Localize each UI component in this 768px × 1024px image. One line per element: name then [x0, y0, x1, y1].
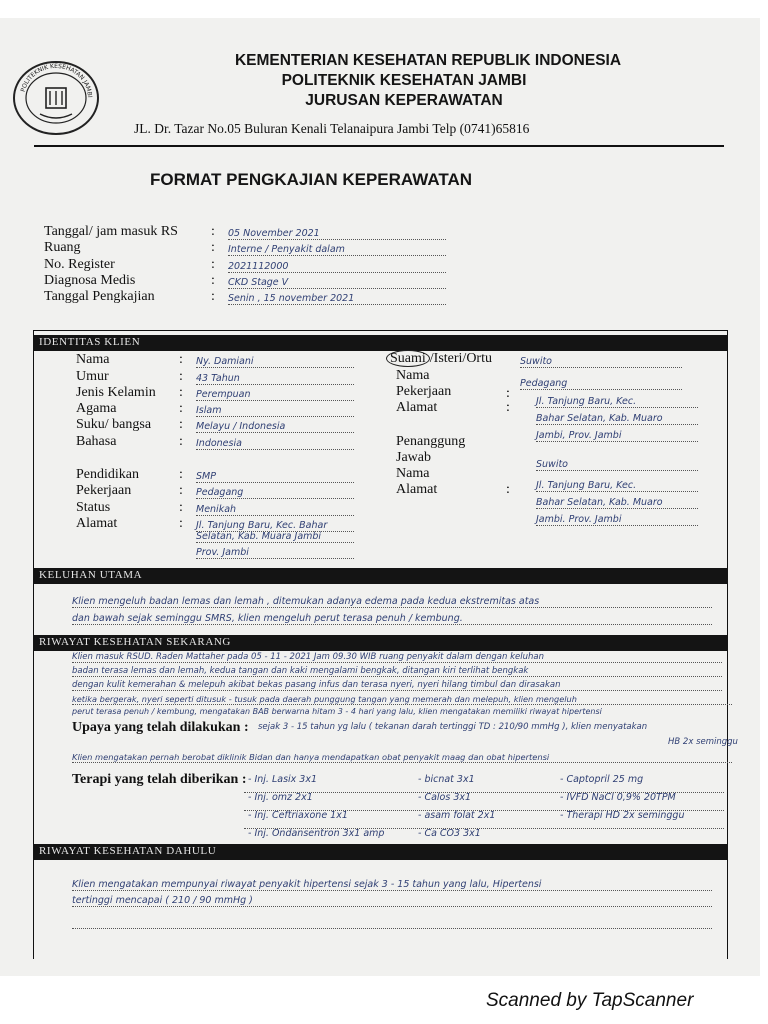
- therapy-column-3: [560, 774, 685, 828]
- assessment-date-label: Tanggal Pengkajian: [44, 289, 155, 304]
- client-name-label: Nama: [76, 352, 110, 367]
- spouse-heading-rest: /Isteri/Ortu: [429, 351, 492, 366]
- diagnosis-value: CKD Stage V: [228, 277, 446, 289]
- guarantor-address-line2: Bahar Selatan, Kab. Muaro: [536, 497, 698, 509]
- therapy-item: - Captopril 25 mg: [560, 774, 644, 785]
- history-now-line-3: dengan kulit kemerahan & melepuh akibat bekas pasang infus dan terasa nyeri, nyeri hilang timbul dan dirasakan: [72, 680, 722, 691]
- client-occupation-label: Pekerjaan: [76, 483, 132, 498]
- therapy-item: - Therapi HD 2x seminggu: [560, 810, 685, 821]
- client-gender-value: Perempuan: [196, 389, 354, 401]
- section-bar-riwayat-dahulu: [33, 844, 728, 860]
- department-heading: JURUSAN KEPERAWATAN: [305, 92, 503, 109]
- client-language-row: Bahasa : Indonesia: [76, 434, 354, 450]
- therapy-item: - Inj. Ceftriaxone 1x1: [248, 810, 348, 821]
- client-ethnicity-value: Melayu / Indonesia: [196, 421, 354, 433]
- room-row: Ruang : Interne / Penyakit dalam: [44, 240, 446, 256]
- guarantor-address-label: Alamat: [396, 482, 438, 497]
- client-address-line2: Selatan, Kab. Muara Jambi: [196, 531, 354, 543]
- client-religion-value: Islam: [196, 405, 354, 417]
- section-title-keluhan: KELUHAN UTAMA: [39, 569, 143, 581]
- client-gender-row: Jenis Kelamin : Perempuan: [76, 385, 354, 401]
- spouse-address-line1: Jl. Tanjung Baru, Kec.: [536, 396, 698, 408]
- history-now-line-4: ketika bergerak, nyeri seperti ditusuk - tusuk pada daerah punggung tangan yang memerah dan melepuh, klien mengeluh: [72, 694, 732, 705]
- history-now-line-6: sejak 3 - 15 tahun yg lalu ( tekanan darah tertinggi TD : 210/90 mmHg ), klien menyatakan: [258, 722, 648, 732]
- section-title-riwayat-dahulu: RIWAYAT KESEHATAN DAHULU: [39, 845, 217, 857]
- client-address-line3: Prov. Jambi: [196, 547, 354, 559]
- spouse-name-label: Nama: [396, 368, 430, 383]
- section-bar-riwayat-sekarang: [33, 635, 728, 651]
- client-name-row: Nama : Ny. Damiani: [76, 352, 354, 368]
- history-now-line-2: badan terasa lemas dan lemah, kedua tangan dan kaki mengalami bengkak, ditangan kiri terlihat bengkak: [72, 666, 722, 677]
- client-address-label: Alamat: [76, 516, 118, 531]
- register-row: No. Register : 2021112000: [44, 257, 446, 273]
- therapy-item: - Inj. Lasix 3x1: [248, 774, 318, 785]
- guarantor-address-line1: Jl. Tanjung Baru, Kec.: [536, 480, 698, 492]
- therapy-label: Terapi yang telah diberikan :: [72, 772, 247, 787]
- client-religion-label: Agama: [76, 401, 117, 416]
- therapy-item: - Calos 3x1: [418, 792, 472, 803]
- guarantor-heading-2: Jawab: [396, 450, 431, 465]
- room-value: Interne / Penyakit dalam: [228, 244, 446, 256]
- therapy-item: - asam folat 2x1: [418, 810, 496, 821]
- form-title: FORMAT PENGKAJIAN KEPERAWATAN: [150, 170, 473, 189]
- client-language-value: Indonesia: [196, 438, 354, 450]
- guarantor-address-line3: Jambi. Prov. Jambi: [536, 514, 698, 526]
- client-occupation-row: Pekerjaan : Pedagang: [76, 483, 354, 499]
- assessment-date-row: Tanggal Pengkajian : Senin , 15 november 2021: [44, 289, 446, 305]
- spouse-heading: [386, 351, 492, 367]
- past-history-line-1: Klien mengatakan mempunyai riwayat penyakit hipertensi sejak 3 - 15 tahun yang lalu, Hipertensi: [72, 879, 712, 891]
- efforts-label: Upaya yang telah dilakukan :: [72, 720, 249, 735]
- client-education-value: SMP: [196, 471, 354, 483]
- spouse-address-line2: Bahar Selatan, Kab. Muaro: [536, 413, 698, 425]
- admission-date-row: Tanggal/ jam masuk RS : 05 November 2021: [44, 224, 446, 240]
- client-education-row: Pendidikan : SMP: [76, 467, 354, 483]
- spouse-heading-circled: Suami: [386, 350, 430, 367]
- efforts-value: Klien mengatakan pernah berobat diklinik Bidan dan hanya mendapatkan obat penyakit maag dan obat hipertensi: [72, 752, 732, 763]
- complaint-line-2: dan bawah sejak seminggu SMRS, klien mengeluh perut terasa penuh / kembung.: [72, 613, 712, 625]
- section-bar-keluhan: [33, 568, 728, 584]
- guarantor-name-value: Suwito: [536, 459, 698, 471]
- client-ethnicity-row: Suku/ bangsa : Melayu / Indonesia: [76, 417, 354, 433]
- register-value: 2021112000: [228, 261, 446, 273]
- assessment-date-value: Senin , 15 november 2021: [228, 293, 446, 305]
- room-label: Ruang: [44, 240, 81, 255]
- admission-date-value: 05 November 2021: [228, 228, 446, 240]
- client-gender-label: Jenis Kelamin: [76, 385, 156, 400]
- header-divider: [34, 145, 724, 147]
- history-now-line-1: Klien masuk RSUD. Raden Mattaher pada 05 - 11 - 2021 Jam 09.30 WIB ruang penyakit dalam dengan keluhan: [72, 652, 722, 663]
- spouse-name-value: Suwito: [520, 356, 682, 368]
- client-occupation-value: Pedagang: [196, 487, 354, 499]
- past-history-line-2: tertinggi mencapai ( 210 / 90 mmHg ): [72, 895, 712, 907]
- client-age-row: Umur : 43 Tahun: [76, 369, 354, 385]
- complaint-line-1: Klien mengeluh badan lemas dan lemah , ditemukan adanya edema pada kedua ekstremitas atas: [72, 596, 712, 608]
- spouse-occupation-value: Pedagang: [520, 378, 682, 390]
- institution-heading: POLITEKNIK KESEHATAN JAMBI: [281, 72, 527, 89]
- client-address-row: Alamat : Jl. Tanjung Baru, Kec. Bahar: [76, 516, 354, 532]
- history-now-line-7: HB 2x seminggu: [668, 737, 738, 747]
- spouse-occupation-label: Pekerjaan: [396, 384, 452, 399]
- history-now-line-5: perut terasa penuh / kembung, mengatakan BAB berwarna hitam 3 - 4 hari yang lalu, klien mengatakan memiliki riwayat hipertensi: [72, 707, 602, 716]
- client-age-label: Umur: [76, 369, 109, 384]
- client-religion-row: Agama : Islam: [76, 401, 354, 417]
- institution-address: JL. Dr. Tazar No.05 Buluran Kenali Telanaipura Jambi Telp (0741)65816: [134, 121, 530, 136]
- client-education-label: Pendidikan: [76, 467, 139, 482]
- admission-date-label: Tanggal/ jam masuk RS: [44, 224, 178, 239]
- scanner-watermark: Scanned by TapScanner: [486, 990, 694, 1011]
- client-name-value: Ny. Damiani: [196, 356, 354, 368]
- diagnosis-label: Diagnosa Medis: [44, 273, 136, 288]
- guarantor-name-label: Nama: [396, 466, 430, 481]
- therapy-item: - Inj. omz 2x1: [248, 792, 313, 803]
- client-status-row: Status : Menikah: [76, 500, 354, 516]
- client-address-line1: Jl. Tanjung Baru, Kec. Bahar: [196, 520, 354, 532]
- guarantor-heading: Penanggung: [396, 434, 466, 449]
- client-status-value: Menikah: [196, 504, 354, 516]
- section-title-identitas: IDENTITAS KLIEN: [39, 336, 141, 348]
- therapy-item: - Ca CO3 3x1: [418, 828, 481, 839]
- section-title-riwayat-sekarang: RIWAYAT KESEHATAN SEKARANG: [39, 636, 231, 648]
- client-ethnicity-label: Suku/ bangsa: [76, 417, 152, 432]
- ministry-heading: KEMENTERIAN KESEHATAN REPUBLIK INDONESIA: [234, 52, 622, 69]
- client-status-label: Status: [76, 500, 111, 515]
- therapy-item: - Inj. Ondansentron 3x1 amp: [248, 828, 385, 839]
- client-age-value: 43 Tahun: [196, 373, 354, 385]
- register-label: No. Register: [44, 257, 115, 272]
- client-language-label: Bahasa: [76, 434, 117, 449]
- diagnosis-row: Diagnosa Medis : CKD Stage V: [44, 273, 446, 289]
- therapy-item: - bicnat 3x1: [418, 774, 475, 785]
- section-bar-identitas: [33, 335, 728, 351]
- therapy-item: - IVFD NaCl 0,9% 20TPM: [560, 792, 676, 803]
- spouse-address-label: Alamat: [396, 400, 438, 415]
- svg-text:POLITEKNIK KESEHATAN JAMBI: POLITEKNIK KESEHATAN JAMBI: [19, 62, 94, 98]
- spouse-address-line3: Jambi, Prov. Jambi: [536, 430, 698, 442]
